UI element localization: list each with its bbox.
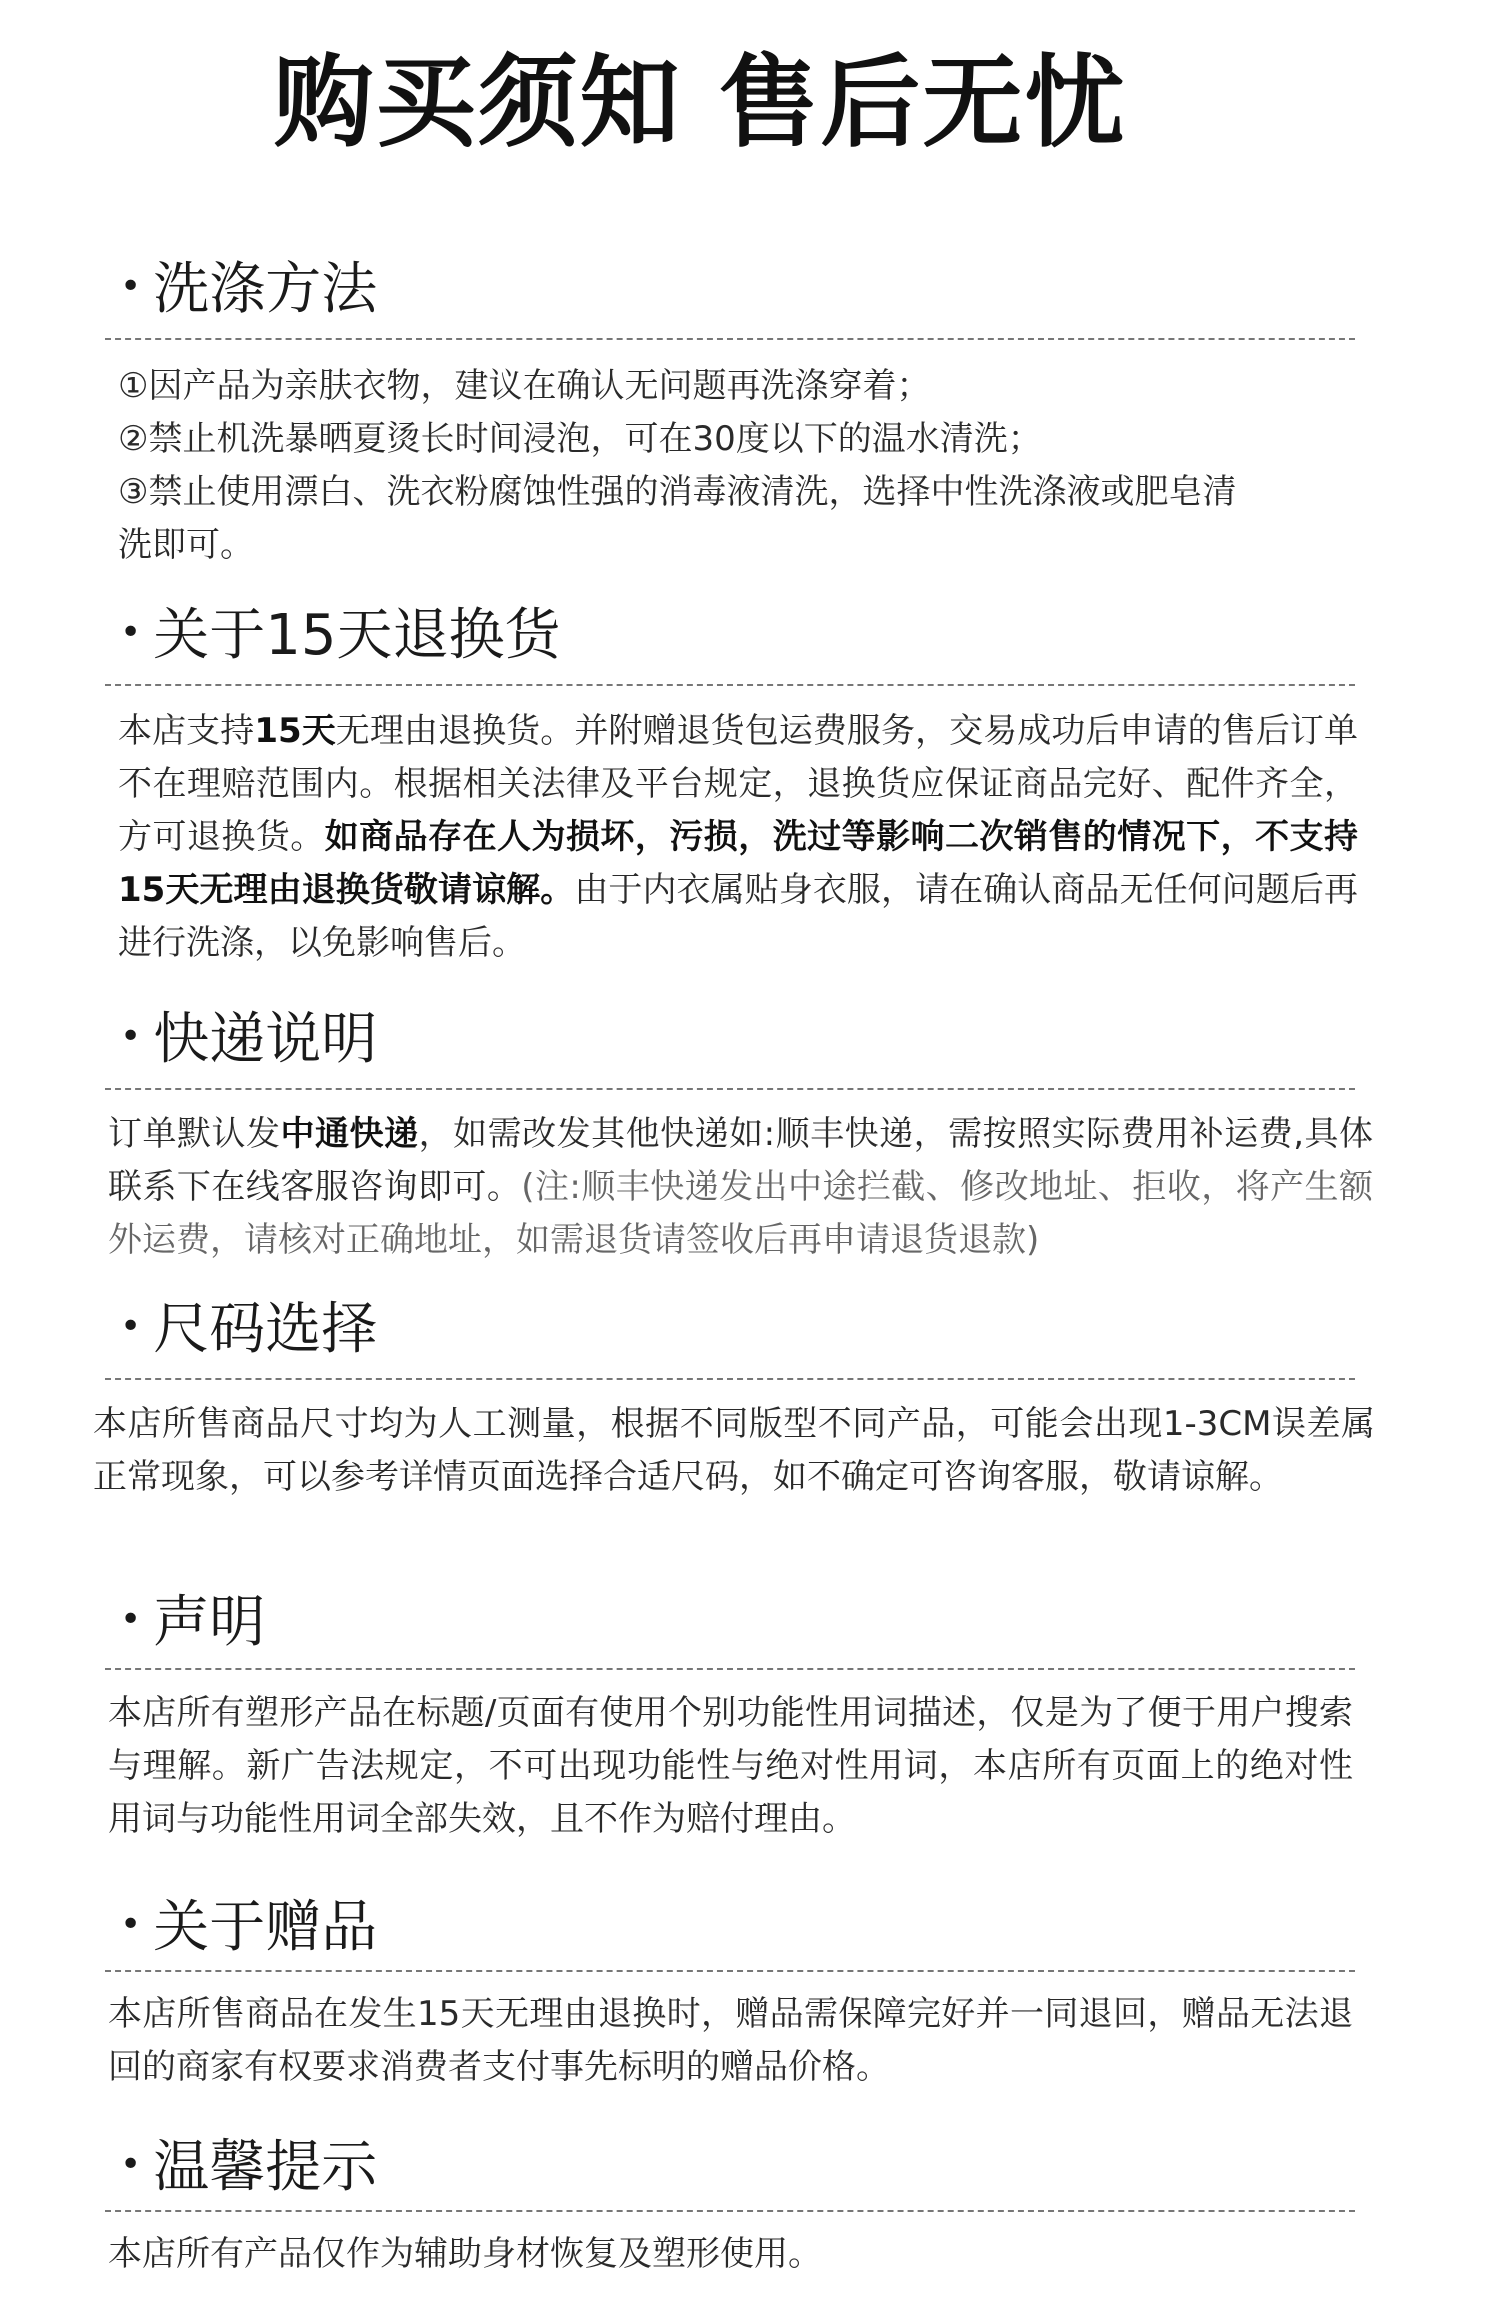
section-heading-label: 声明 [153,1590,266,1655]
dashed-divider [105,1970,1355,1972]
returns-days-highlight: 15天 [254,711,336,751]
disclaimer-text: 本店所有塑形产品在标题/页面有使用个别功能性用词描述，仅是为了便于用户搜索与理解。新广告法规定，不可出现功能性与绝对性用词，本店所有页面上的绝对性用词与功能性用词全部失效，且不作为赔付理由。 [108,1693,1353,1839]
bullet-icon: • [120,2143,142,2185]
washing-line-4: 洗即可。 [118,525,254,565]
dashed-divider [105,684,1355,686]
shipping-text-part-3: ，如需改发其他快递如:顺丰快递，需按照实际费用补运费,具体联系下在线客服咨询即可。 [108,1114,1374,1207]
shipping-courier-highlight: 中通快递 [280,1114,419,1154]
section-heading-sizing [120,1297,378,1362]
dashed-divider [105,1668,1355,1670]
returns-text-part-5: 由于内衣属贴身衣服，请在确认商品无任何问题后再进行洗涤，以免影响售后。 [118,870,1358,963]
section-heading-label: 尺码选择 [153,1297,378,1362]
dashed-divider [105,338,1355,340]
section-heading-washing [120,257,378,322]
section-heading-disclaimer [120,1590,266,1655]
washing-instructions [118,360,1358,572]
bullet-icon: • [120,1903,142,1945]
dashed-divider [105,1378,1355,1380]
section-heading-label: 洗涤方法 [153,257,378,322]
section-heading-label: 关于赠品 [153,1895,378,1960]
section-heading-label: 快递说明 [153,1007,378,1072]
section-heading-label: 关于15天退换货 [153,603,561,668]
bullet-icon: • [120,1015,142,1057]
gifts-policy-text: 本店所售商品在发生15天无理由退换时，赠品需保障完好并一同退回，赠品无法退回的商家有权要求消费者支付事先标明的赠品价格。 [108,1994,1353,2087]
page-title: 购买须知 售后无忧 [273,44,1127,161]
bullet-icon: • [120,611,142,653]
washing-line-2: ②禁止机洗暴晒夏烫长时间浸泡，可在30度以下的温水清洗； [118,419,1042,459]
shipping-info-text [108,1108,1373,1267]
returns-text-part-1: 本店支持 [118,711,255,751]
section-heading-gifts [120,1895,378,1960]
returns-exclusion-highlight: 如商品存在人为损坏，污损，洗过等影响二次销售的情况下，不支持15天无理由退换货敬请谅解。 [118,817,1359,910]
section-heading-tips [120,2135,378,2200]
tips-text: 本店所有产品仅作为辅助身材恢复及塑形使用。 [108,2234,822,2274]
bullet-icon: • [120,1598,142,1640]
dashed-divider [105,2210,1355,2212]
bullet-icon: • [120,1305,142,1347]
bullet-icon: • [120,265,142,307]
shipping-note: (注:顺丰快递发出中途拦截、修改地址、拒收，将产生额外运费，请核对正确地址，如需退货请签收后再申请退货退款) [108,1167,1373,1260]
returns-policy-text [118,705,1358,970]
dashed-divider [105,1088,1355,1090]
washing-line-3: ③禁止使用漂白、洗衣粉腐蚀性强的消毒液清洗，选择中性洗涤液或肥皂清 [118,472,1237,512]
sizing-info-text: 本店所售商品尺寸均为人工测量，根据不同版型不同产品，可能会出现1-3CM误差属正常现象，可以参考详情页面选择合适尺码，如不确定可咨询客服，敬请谅解。 [93,1404,1375,1497]
section-heading-label: 温馨提示 [153,2135,378,2200]
shipping-text-part-1: 订单默认发 [108,1114,281,1154]
section-heading-returns [120,603,561,668]
returns-text-part-3: 无理由退换货。并附赠退货包运费服务，交易成功后申请的售后订单不在理赔范围内。根据相关法律及平台规定，退换货应保证商品完好、配件齐全，方可退换货。 [118,711,1358,857]
washing-line-1: ①因产品为亲肤衣物，建议在确认无问题再洗涤穿着； [118,366,931,406]
section-heading-shipping [120,1007,378,1072]
